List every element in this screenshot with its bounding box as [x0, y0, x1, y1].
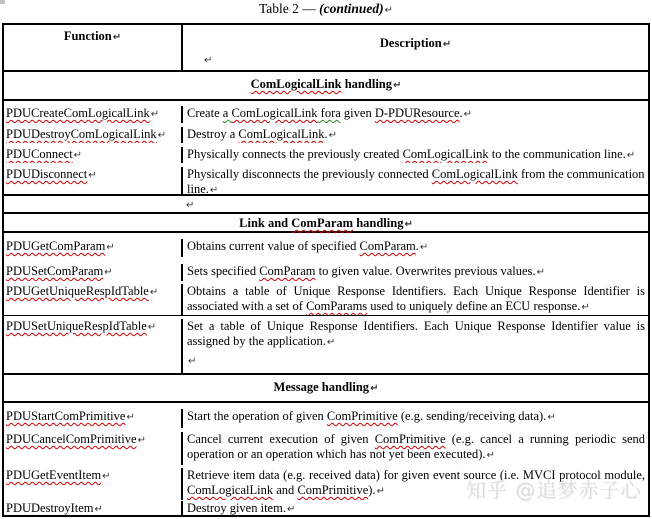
- table-row: [4, 316, 648, 373]
- function-paragraph: [6, 167, 180, 183]
- text-run: from the communication line.: [187, 167, 645, 194]
- paragraph-mark: ↵: [88, 170, 97, 181]
- text-run: a: [222, 106, 232, 120]
- paragraph-mark: ↵: [581, 302, 590, 313]
- text-run: Start the operation of given: [187, 409, 327, 423]
- paragraph-mark: ↵: [370, 383, 379, 394]
- text-run: ComLogicalLink: [402, 147, 489, 161]
- text-run: given: [340, 106, 375, 120]
- text-run: .: [459, 106, 463, 120]
- text-run: to given value. Overwrites previous values.: [315, 264, 536, 278]
- table-row: [4, 163, 648, 194]
- table-blocks: [4, 72, 648, 515]
- table-row: [4, 500, 648, 515]
- description-paragraph: [187, 106, 645, 122]
- text-run: (e.g. cancel a running periodic send operation or an operation which has not yet been executed).: [187, 432, 645, 461]
- table-title-prefix: Table 2 —: [258, 1, 320, 16]
- section-header-row: [4, 214, 648, 233]
- empty-paragraph: [187, 350, 645, 369]
- text-run: Destroy given item.: [187, 501, 286, 515]
- description-paragraph: [187, 239, 645, 255]
- description-paragraph: [187, 264, 645, 280]
- table-row: [4, 257, 648, 281]
- text-run: Obtains current value of specified: [187, 239, 360, 253]
- paragraph-mark: ↵: [626, 150, 636, 161]
- table-row: [4, 281, 648, 315]
- function-paragraph: [6, 106, 180, 122]
- text-run: D-PDUResource: [374, 106, 460, 120]
- text-run: ComLogicalLink: [250, 77, 342, 91]
- paragraph-mark: ↵: [149, 287, 159, 298]
- function-name: PDUGetComParam: [6, 239, 106, 253]
- description-paragraph: [187, 319, 645, 350]
- function-cell: [4, 284, 183, 315]
- empty-paragraph-row: [4, 196, 648, 214]
- section-header-row: [4, 72, 648, 101]
- function-name: PDUDisconnect: [6, 167, 88, 181]
- function-cell: [4, 147, 183, 163]
- paragraph-mark: ↵: [112, 32, 122, 43]
- function-paragraph: [6, 147, 180, 163]
- description-paragraph: [187, 127, 645, 143]
- description-cell: [183, 167, 648, 194]
- paragraph-mark: ↵: [209, 185, 219, 194]
- function-cell: [4, 319, 183, 373]
- function-paragraph: [6, 468, 180, 484]
- function-name: PDUCancelComPrimitive: [6, 432, 137, 446]
- text-run: fora: [317, 106, 341, 120]
- description-cell: [183, 127, 648, 143]
- text-run: Set a table of Unique Response Identifiers. Each Unique Response Identifier value is assigned by the application.: [187, 319, 645, 348]
- text-run: ComPrimitive: [297, 483, 369, 497]
- text-run: (e.g. sending/receiving data).: [397, 409, 547, 423]
- paragraph-mark: ↵: [486, 450, 495, 461]
- paragraph-mark: ↵: [536, 267, 545, 278]
- description-cell: [183, 432, 648, 465]
- text-run: ComParam: [291, 216, 354, 230]
- paragraph-mark: ↵: [102, 471, 111, 482]
- description-header-label: Description: [379, 36, 442, 50]
- function-name: PDUStartComPrimitive: [6, 409, 126, 423]
- paragraph-mark: ↵: [186, 200, 195, 211]
- paragraph-mark: ↵: [126, 412, 135, 423]
- description-cell: [183, 319, 648, 373]
- function-cell: [4, 501, 183, 515]
- paragraph-mark: ↵: [326, 337, 336, 348]
- text-run: .: [324, 127, 328, 141]
- description-cell: [183, 284, 648, 315]
- table-row: [4, 143, 648, 163]
- function-paragraph: [6, 284, 180, 300]
- table-row: [4, 403, 648, 428]
- paragraph-mark: ↵: [106, 242, 115, 253]
- function-cell: [4, 264, 183, 281]
- text-run: ComParams: [306, 299, 368, 313]
- paragraph-mark: ↵: [204, 55, 213, 66]
- function-name: PDUDestroyComLogicalLink: [6, 127, 157, 141]
- paragraph-mark: ↵: [137, 435, 146, 446]
- table-rows-block: [4, 101, 648, 196]
- paragraph-mark: ↵: [73, 150, 83, 161]
- text-run: ComLogicalLink: [431, 167, 518, 181]
- text-run: handling: [341, 77, 392, 91]
- table-header-row: [4, 25, 648, 72]
- description-paragraph: [187, 147, 645, 163]
- text-run: handling: [353, 216, 404, 230]
- text-run: Retrieve item data (e.g. received data) for given event source (i.e. MVCI protocol module,: [187, 468, 645, 482]
- paragraph-mark: ↵: [463, 109, 473, 120]
- function-column-header: [4, 25, 183, 70]
- function-cell: [4, 239, 183, 257]
- function-name: PDUDestroyItem: [6, 501, 94, 515]
- text-run: ).: [368, 483, 376, 497]
- text-run: ComPrimitive: [374, 432, 446, 446]
- function-name: PDUConnect: [6, 147, 73, 161]
- paragraph-mark: ↵: [150, 109, 160, 120]
- paragraph-mark: ↵: [393, 80, 402, 91]
- description-cell: [183, 409, 648, 428]
- text-run: Physically connects the previously created: [187, 147, 403, 161]
- text-run: .: [415, 239, 419, 253]
- paragraph-mark: ↵: [547, 412, 556, 423]
- description-paragraph: [187, 284, 645, 315]
- paragraph-mark: ↵: [384, 5, 394, 16]
- table-row: [4, 428, 648, 465]
- text-run: to the communication line.: [488, 147, 626, 161]
- text-run: ComParam: [259, 264, 316, 278]
- table-rows-block: [4, 316, 648, 375]
- table-title: [0, 1, 652, 18]
- paragraph-mark: ↵: [404, 219, 413, 230]
- function-paragraph: [6, 319, 180, 335]
- text-run: Sets specified: [187, 264, 260, 278]
- table-row: [4, 123, 648, 143]
- function-paragraph: [6, 127, 180, 143]
- text-run: Physically disconnects the previously connected: [187, 167, 432, 181]
- table-rows-block: [4, 233, 648, 316]
- paragraph-mark: ↵: [328, 130, 337, 141]
- text-run: ComParam: [359, 239, 416, 253]
- function-name: PDUGetUniqueRespIdTable: [6, 284, 149, 298]
- description-cell: [183, 501, 648, 515]
- function-paragraph: [6, 264, 180, 280]
- text-run: Create: [187, 106, 223, 120]
- description-paragraph: [187, 432, 645, 463]
- function-cell: [4, 127, 183, 143]
- function-cell: [4, 468, 183, 500]
- text-run: ComLogicalLink: [187, 483, 274, 497]
- paragraph-mark: ↵: [147, 322, 157, 333]
- description-paragraph: [187, 409, 645, 425]
- text-run: Link and: [239, 216, 292, 230]
- paragraph-mark: ↵: [419, 242, 429, 253]
- description-cell: [183, 264, 648, 281]
- text-run: ComLogicalLink: [231, 106, 318, 120]
- function-cell: [4, 167, 183, 194]
- function-cell: [4, 409, 183, 428]
- paragraph-mark: ↵: [286, 504, 296, 515]
- text-run: Cancel current execution of given: [187, 432, 375, 446]
- section-header-row: [4, 375, 648, 403]
- table-title-continued: (continued): [319, 1, 384, 16]
- function-paragraph: [6, 501, 180, 515]
- function-paragraph: [6, 239, 180, 255]
- function-cell: [4, 106, 183, 123]
- function-paragraph: [6, 432, 180, 448]
- text-run: Obtains a table of Unique Response Identifiers. Each Unique Response Identifier is associated with a set of: [187, 284, 645, 313]
- text-run: ComLogicalLink: [238, 127, 325, 141]
- description-cell: [183, 106, 648, 123]
- paragraph-mark: ↵: [94, 504, 103, 515]
- paragraph-mark: ↵: [104, 267, 113, 278]
- text-run: Destroy a: [187, 127, 239, 141]
- description-cell: [183, 147, 648, 163]
- function-name: PDUCreateComLogicalLink: [6, 106, 150, 120]
- document-table: [2, 23, 650, 517]
- text-run: and: [273, 483, 298, 497]
- description-paragraph: [187, 167, 645, 194]
- function-cell: [4, 432, 183, 465]
- function-header-label: Function: [63, 29, 112, 43]
- text-run: used to uniquely define an ECU response.: [367, 299, 581, 313]
- function-name: PDUGetEventItem: [6, 468, 102, 482]
- table-row: [4, 101, 648, 123]
- paragraph-mark: ↵: [376, 486, 385, 497]
- paragraph-mark: ↵: [157, 130, 167, 141]
- paragraph-mark: ↵: [442, 39, 452, 50]
- description-column-header: [183, 25, 648, 70]
- text-run: Message handling: [273, 380, 370, 394]
- function-name: PDUSetUniqueRespIdTable: [6, 319, 147, 333]
- table-row: [4, 233, 648, 257]
- function-paragraph: [6, 409, 180, 425]
- text-run: ComPrimitive: [326, 409, 398, 423]
- description-paragraph: [187, 501, 645, 515]
- description-cell: [183, 239, 648, 257]
- watermark: 知乎 @追梦赤子心: [466, 478, 642, 502]
- function-name: PDUSetComParam: [6, 264, 104, 278]
- paragraph-mark: ↵: [188, 356, 197, 367]
